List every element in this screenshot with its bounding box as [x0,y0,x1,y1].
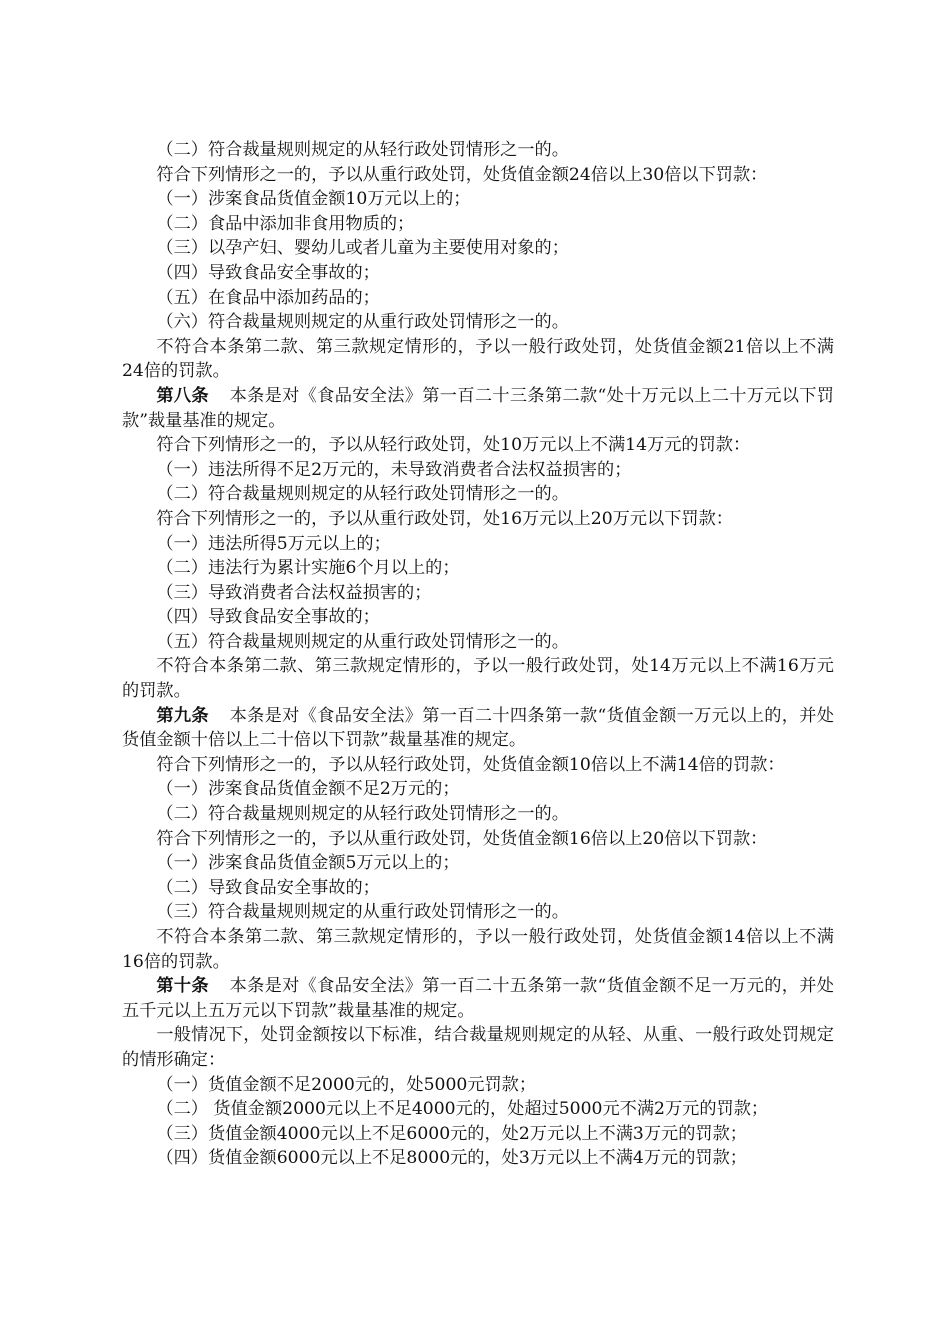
paragraph: 一般情况下，处罚金额按以下标准，结合裁量规则规定的从轻、从重、一般行政处罚规定的情形确定： [122,1025,834,1070]
paragraph: （三）货值金额4000元以上不足6000元的，处2万元以上不满3万元的罚款； [156,1123,747,1144]
paragraph: 符合下列情形之一的，予以从轻行政处罚，处货值金额10倍以上不满14倍的罚款： [156,754,785,775]
paragraph: 不符合本条第二款、第三款规定情形的，予以一般行政处罚，处货值金额21倍以上不满24倍的罚款。 [122,336,834,382]
paragraph: （一）涉案食品货值金额10万元以上的； [156,189,471,210]
paragraph: 不符合本条第二款、第三款规定情形的，予以一般行政处罚，处14万元以上不满16万元的罚款。 [122,656,834,702]
article-number: 第九条 [156,705,209,726]
paragraph: （二）导致食品安全事故的； [156,877,380,898]
paragraph: （一）货值金额不足2000元的，处5000元罚款； [156,1074,537,1095]
paragraph: 不符合本条第二款、第三款规定情形的，予以一般行政处罚，处货值金额14倍以上不满16倍的罚款。 [122,927,834,972]
paragraph: （四）货值金额6000元以上不足8000元的，处3万元以上不满4万元的罚款； [156,1148,747,1169]
paragraph: （四）导致食品安全事故的； [156,607,380,628]
paragraph: （一）涉案食品货值金额不足2万元的； [156,779,460,800]
paragraph: （三）符合裁量规则规定的从重行政处罚情形之一的。 [156,902,569,923]
document-body [122,138,834,1171]
paragraph: （五）在食品中添加药品的； [156,287,380,308]
paragraph: （二）符合裁量规则规定的从轻行政处罚情形之一的。 [156,140,569,160]
paragraph: （一）违法所得不足2万元的，未导致消费者合法权益损害的； [156,459,632,480]
paragraph: 符合下列情形之一的，予以从轻行政处罚，处10万元以上不满14万元的罚款： [156,435,751,456]
paragraph: （二）食品中添加非食用物质的； [156,213,415,234]
paragraph: （二）违法行为累计实施6个月以上的； [156,558,460,579]
article-text: 本条是对《食品安全法》第一百二十三条第二款“处十万元以上二十万元以下罚款”裁量基准的规定。 [122,385,834,431]
article-paragraph [122,974,834,1023]
article-number: 第八条 [156,385,209,406]
paragraph: （四）导致食品安全事故的； [156,262,380,283]
paragraph: （一）违法所得5万元以上的； [156,533,391,554]
paragraph: 符合下列情形之一的，予以从重行政处罚，处16万元以上20万元以下罚款： [156,508,733,529]
article-text: 本条是对《食品安全法》第一百二十四条第一款“货值金额一万元以上的，并处货值金额十倍以上二十倍以下罚款”裁量基准的规定。 [122,705,834,751]
paragraph: （五）符合裁量规则规定的从重行政处罚情形之一的。 [156,631,569,652]
article-number: 第十条 [156,976,209,997]
paragraph: （一）涉案食品货值金额5万元以上的； [156,853,460,874]
article-paragraph [122,704,834,753]
paragraph: 符合下列情形之一的，予以从重行政处罚，处货值金额16倍以上20倍以下罚款： [156,828,768,849]
paragraph: 符合下列情形之一的，予以从重行政处罚，处货值金额24倍以上30倍以下罚款： [156,164,768,185]
article-text: 本条是对《食品安全法》第一百二十五条第一款“货值金额不足一万元的，并处五千元以上五万元以下罚款”裁量基准的规定。 [122,976,834,1021]
article-paragraph [122,384,834,433]
paragraph: （二） 货值金额2000元以上不足4000元的，处超过5000元不满2万元的罚款； [156,1099,769,1120]
paragraph: （三）导致消费者合法权益损害的； [156,582,432,603]
paragraph: （六）符合裁量规则规定的从重行政处罚情形之一的。 [156,312,569,333]
paragraph: （二）符合裁量规则规定的从轻行政处罚情形之一的。 [156,804,569,825]
paragraph: （三）以孕产妇、婴幼儿或者儿童为主要使用对象的； [156,238,569,259]
paragraph: （二）符合裁量规则规定的从轻行政处罚情形之一的。 [156,484,569,505]
